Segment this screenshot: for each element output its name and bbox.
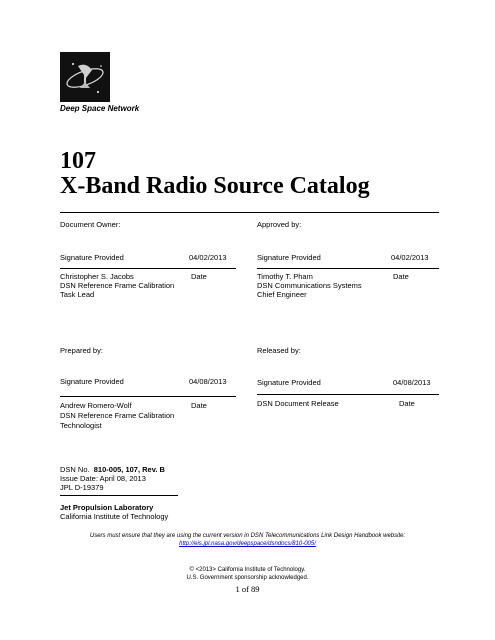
owner-date-label: Date <box>191 272 207 281</box>
preparer-signature-line <box>60 396 236 397</box>
releaser-date-label: Date <box>399 399 415 408</box>
institution-name: California Institute of Technology <box>60 512 169 521</box>
version-notice: Users must ensure that they are using the current version in DSN Telecommunications Link Design Handbook website: <box>89 533 406 539</box>
owner-signature: Signature Provided <box>60 253 124 262</box>
dsn-number-label: DSN No. <box>60 465 90 474</box>
sponsorship-line: U.S. Government sponsorship acknowledged. <box>186 575 309 581</box>
preparer-signature-date: 04/08/2013 <box>189 377 227 386</box>
preparer-signature: Signature Provided <box>60 377 124 386</box>
organization-name: Jet Propulsion Laboratory <box>60 503 154 512</box>
owner-title: Task Lead <box>60 290 95 299</box>
releaser-role-label: Released by: <box>257 346 301 355</box>
owner-signature-date: 04/02/2013 <box>189 253 227 262</box>
document-number: 107 <box>60 148 96 174</box>
owner-affiliation: DSN Reference Frame Calibration <box>60 281 175 290</box>
document-title: X-Band Radio Source Catalog <box>60 173 370 199</box>
preparer-name: Andrew Romero-Wolf <box>60 401 132 410</box>
releaser-signature: Signature Provided <box>257 378 321 387</box>
approver-signature-line <box>257 268 439 269</box>
approver-signature: Signature Provided <box>257 253 321 262</box>
releaser-name: DSN Document Release <box>257 399 339 408</box>
approver-date-label: Date <box>393 272 409 281</box>
doc-info-rule <box>60 495 178 496</box>
approver-signature-date: 04/02/2013 <box>391 253 429 262</box>
handbook-link[interactable]: http://eis.jpl.nasa.gov/deepspace/dsndocs/810-005/ <box>179 541 316 547</box>
handbook-link-line <box>0 541 495 548</box>
approver-role-label: Approved by: <box>257 220 302 229</box>
owner-name: Christopher S. Jacobs <box>60 272 134 281</box>
owner-role-label: Document Owner: <box>60 220 121 229</box>
network-label: Deep Space Network <box>60 104 140 113</box>
dsn-number-line <box>60 465 165 474</box>
page-number: 1 of 89 <box>235 584 260 594</box>
issue-date: Issue Date: April 08, 2013 <box>60 474 146 483</box>
approver-title: Chief Engineer <box>257 290 307 299</box>
approver-name: Timothy T. Pham <box>257 272 313 281</box>
owner-signature-line <box>60 268 236 269</box>
releaser-signature-date: 04/08/2013 <box>393 378 431 387</box>
approver-affiliation: DSN Communications Systems <box>257 281 362 290</box>
dsn-logo-icon <box>60 52 110 102</box>
dsn-number-value: 810-005, 107, Rev. B <box>93 465 165 474</box>
jpl-document-id: JPL D-19379 <box>60 483 104 492</box>
preparer-role-label: Prepared by: <box>60 346 103 355</box>
releaser-signature-line <box>257 394 439 395</box>
copyright-line: © <2013> California Institute of Technology. <box>189 567 306 573</box>
preparer-date-label: Date <box>191 401 207 410</box>
preparer-title: Technologist <box>60 421 102 430</box>
preparer-affiliation: DSN Reference Frame Calibration <box>60 411 175 420</box>
title-rule <box>60 212 439 213</box>
